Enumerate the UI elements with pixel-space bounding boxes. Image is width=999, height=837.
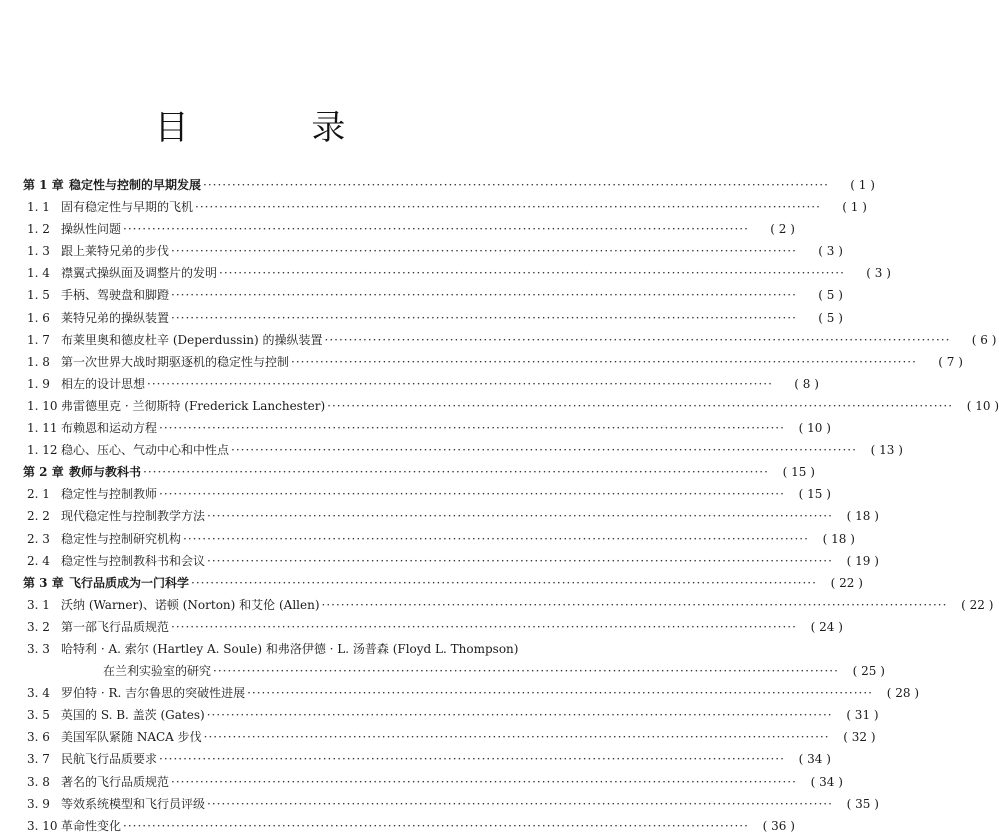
- toc-dot-leader: [123, 815, 749, 837]
- toc-entry-row: [23, 240, 843, 262]
- toc-entry-title: 操纵性问题: [61, 222, 122, 237]
- toc-dot-leader: [291, 351, 917, 373]
- toc-page-number: ( 3 ): [818, 244, 843, 259]
- toc-page-number: ( 19 ): [846, 553, 879, 568]
- toc-page-number: ( 5 ): [818, 288, 843, 303]
- toc-entry-number: 3. 1: [27, 597, 50, 612]
- toc-entry-number: 3. 6: [27, 730, 50, 745]
- toc-entry-number: 1. 7: [27, 332, 50, 347]
- toc-dot-leader: [325, 329, 951, 351]
- toc-dot-leader: [171, 771, 797, 793]
- toc-dot-leader: [171, 307, 797, 329]
- toc-page-number: ( 10 ): [798, 421, 831, 436]
- toc-dot-leader: [247, 682, 873, 704]
- toc-page-number: ( 18 ): [846, 509, 879, 524]
- toc-page-number: ( 22 ): [830, 575, 863, 590]
- toc-entry-title: 飞行品质成为一门科学: [69, 575, 190, 590]
- toc-entry-title: 民航飞行品质要求: [61, 752, 158, 767]
- page-title: 目 录: [154, 108, 402, 148]
- toc-page-number: ( 3 ): [866, 266, 891, 281]
- toc-entry-title: 稳心、压心、气动中心和中性点: [61, 443, 230, 458]
- toc-dot-leader: [322, 594, 948, 616]
- toc-entry-row: [23, 307, 843, 329]
- toc-entry-title: 布莱里奥和德皮杜辛 (Deperdussin) 的操纵装置: [61, 332, 323, 347]
- toc-entry-number: 2. 3: [27, 531, 50, 546]
- toc-entry-title: 稳定性与控制研究机构: [61, 531, 182, 546]
- toc-entry-title: 襟翼式操纵面及调整片的发明: [61, 266, 218, 281]
- toc-page-number: ( 1 ): [842, 200, 867, 215]
- toc-entry-title: 手柄、驾驶盘和脚蹬: [61, 288, 170, 303]
- toc-entry-number: 1. 3: [27, 244, 50, 259]
- toc-page-number: ( 31 ): [846, 708, 879, 723]
- toc-page-number: ( 25 ): [852, 664, 885, 679]
- toc-entry-number: 2. 4: [27, 553, 50, 568]
- toc-entry-row: [23, 395, 999, 417]
- toc-entry-title: 固有稳定性与早期的飞机: [61, 200, 194, 215]
- toc-dot-leader: [159, 417, 785, 439]
- toc-page-number: ( 13 ): [870, 443, 903, 458]
- toc-entry-title: 跟上莱特兄弟的步伐: [61, 244, 170, 259]
- toc-page-number: ( 34 ): [798, 752, 831, 767]
- toc-page-number: ( 10 ): [966, 398, 999, 413]
- toc-entry-title: 美国军队紧随 NACA 步伐: [61, 730, 202, 745]
- toc-page-number: ( 8 ): [794, 376, 819, 391]
- toc-entry-row: [23, 594, 994, 616]
- toc-entry-title: 罗伯特 · R. 吉尔鲁思的突破性进展: [61, 686, 246, 701]
- toc-entry-row: [23, 682, 919, 704]
- toc-entry-row: [23, 660, 885, 682]
- toc-entry-row: [23, 748, 831, 770]
- toc-entry-row: [23, 638, 519, 660]
- toc-entry-title: 哈特利 · A. 索尔 (Hartley A. Soule) 和弗洛伊德 · L. 汤普森 (Floyd L. Thompson): [61, 641, 519, 656]
- toc-dot-leader: [171, 616, 797, 638]
- toc-entry-row: [23, 528, 855, 550]
- toc-entry-number: 1. 1: [27, 200, 50, 215]
- toc-entry-title: 莱特兄弟的操纵装置: [61, 310, 170, 325]
- toc-entry-row: [23, 726, 876, 748]
- toc-entry-number: 3. 10: [27, 818, 58, 833]
- toc-entry-title: 沃纳 (Warner)、诺顿 (Norton) 和艾伦 (Allen): [61, 597, 320, 612]
- toc-entry-title: 布赖恩和运动方程: [61, 421, 158, 436]
- toc-entry-row: [23, 196, 867, 218]
- toc-dot-leader: [207, 550, 833, 572]
- toc-entry-title: 第一次世界大战时期驱逐机的稳定性与控制: [61, 354, 290, 369]
- toc-dot-leader: [171, 240, 797, 262]
- table-of-contents: [23, 174, 999, 837]
- toc-entry-title: 在兰利实验室的研究: [103, 664, 212, 679]
- toc-dot-leader: [219, 262, 845, 284]
- toc-dot-leader: [327, 395, 953, 417]
- toc-entry-number: 3. 9: [27, 796, 50, 811]
- toc-entry-title: 稳定性与控制教科书和会议: [61, 553, 206, 568]
- toc-dot-leader: [147, 373, 773, 395]
- toc-entry-title: 现代稳定性与控制教学方法: [61, 509, 206, 524]
- toc-dot-leader: [123, 218, 749, 240]
- toc-dot-leader: [195, 196, 821, 218]
- toc-dot-leader: [159, 483, 785, 505]
- toc-entry-number: 3. 7: [27, 752, 50, 767]
- toc-page-number: ( 34 ): [810, 774, 843, 789]
- toc-entry-row: [23, 483, 831, 505]
- toc-chapter-row: [23, 174, 875, 196]
- toc-dot-leader: [204, 726, 830, 748]
- toc-entry-number: 1. 9: [27, 376, 50, 391]
- toc-entry-title: 等效系统模型和飞行员评级: [61, 796, 206, 811]
- toc-entry-number: 1. 11: [27, 421, 58, 436]
- toc-entry-number: 1. 6: [27, 310, 50, 325]
- toc-entry-row: [23, 417, 831, 439]
- toc-entry-number: 1. 8: [27, 354, 50, 369]
- toc-dot-leader: [191, 572, 817, 594]
- toc-entry-number: 3. 2: [27, 619, 50, 634]
- toc-entry-title: 著名的飞行品质规范: [61, 774, 170, 789]
- toc-page-number: ( 1 ): [850, 178, 875, 192]
- toc-chapter-row: [23, 461, 815, 483]
- toc-entry-row: [23, 505, 879, 527]
- toc-entry-number: 1. 5: [27, 288, 50, 303]
- toc-entry-row: [23, 218, 795, 240]
- toc-entry-title: 第一部飞行品质规范: [61, 619, 170, 634]
- toc-entry-title: 英国的 S. B. 盖茨 (Gates): [61, 708, 205, 723]
- toc-entry-number: 第 2 章: [23, 465, 64, 480]
- toc-page-number: ( 36 ): [762, 818, 795, 833]
- toc-entry-number: 3. 8: [27, 774, 50, 789]
- toc-dot-leader: [183, 528, 809, 550]
- toc-entry-number: 1. 10: [27, 398, 58, 413]
- toc-entry-row: [23, 815, 795, 837]
- toc-dot-leader: [143, 461, 769, 483]
- toc-page-number: ( 24 ): [810, 619, 843, 634]
- toc-page-number: ( 18 ): [822, 531, 855, 546]
- toc-entry-row: [23, 616, 843, 638]
- toc-entry-title: 稳定性与控制教师: [61, 487, 158, 502]
- toc-entry-row: [23, 351, 963, 373]
- toc-page-number: ( 28 ): [886, 686, 919, 701]
- toc-dot-leader: [159, 748, 785, 770]
- toc-dot-leader: [171, 284, 797, 306]
- toc-entry-number: 3. 3: [27, 641, 50, 656]
- toc-entry-row: [23, 704, 879, 726]
- toc-page-number: ( 32 ): [843, 730, 876, 745]
- toc-entry-title: 教师与教科书: [69, 465, 142, 480]
- toc-dot-leader: [207, 793, 833, 815]
- toc-page-number: ( 15 ): [782, 465, 815, 480]
- toc-entry-row: [23, 262, 891, 284]
- toc-entry-number: 2. 1: [27, 487, 50, 502]
- toc-page-number: ( 22 ): [961, 597, 994, 612]
- toc-dot-leader: [231, 439, 857, 461]
- toc-entry-row: [23, 439, 903, 461]
- toc-entry-title: 革命性变化: [61, 818, 122, 833]
- toc-page-number: ( 35 ): [846, 796, 879, 811]
- toc-dot-leader: [207, 505, 833, 527]
- toc-entry-title: 相左的设计思想: [61, 376, 146, 391]
- toc-entry-row: [23, 793, 879, 815]
- toc-entry-row: [23, 550, 879, 572]
- toc-entry-row: [23, 284, 843, 306]
- toc-entry-number: 第 1 章: [23, 178, 64, 192]
- toc-entry-row: [23, 373, 819, 395]
- toc-page-number: ( 7 ): [938, 354, 963, 369]
- toc-entry-row: [23, 329, 997, 351]
- toc-entry-number: 3. 5: [27, 708, 50, 723]
- toc-entry-number: 第 3 章: [23, 575, 64, 590]
- toc-entry-title: 弗雷德里克 · 兰彻斯特 (Frederick Lanchester): [61, 398, 326, 413]
- toc-entry-number: 3. 4: [27, 686, 50, 701]
- toc-page-number: ( 6 ): [971, 332, 997, 347]
- toc-entry-row: [23, 771, 843, 793]
- toc-entry-number: 1. 4: [27, 266, 50, 281]
- toc-page-number: ( 2 ): [770, 222, 795, 237]
- toc-entry-number: 1. 12: [27, 443, 58, 458]
- toc-dot-leader: [207, 704, 833, 726]
- toc-dot-leader: [213, 660, 839, 682]
- toc-page-number: ( 15 ): [798, 487, 831, 502]
- toc-entry-title: 稳定性与控制的早期发展: [69, 178, 202, 192]
- toc-chapter-row: [23, 572, 863, 594]
- toc-dot-leader: [203, 174, 829, 196]
- toc-page-number: ( 5 ): [818, 310, 843, 325]
- toc-entry-number: 1. 2: [27, 222, 50, 237]
- toc-entry-number: 2. 2: [27, 509, 50, 524]
